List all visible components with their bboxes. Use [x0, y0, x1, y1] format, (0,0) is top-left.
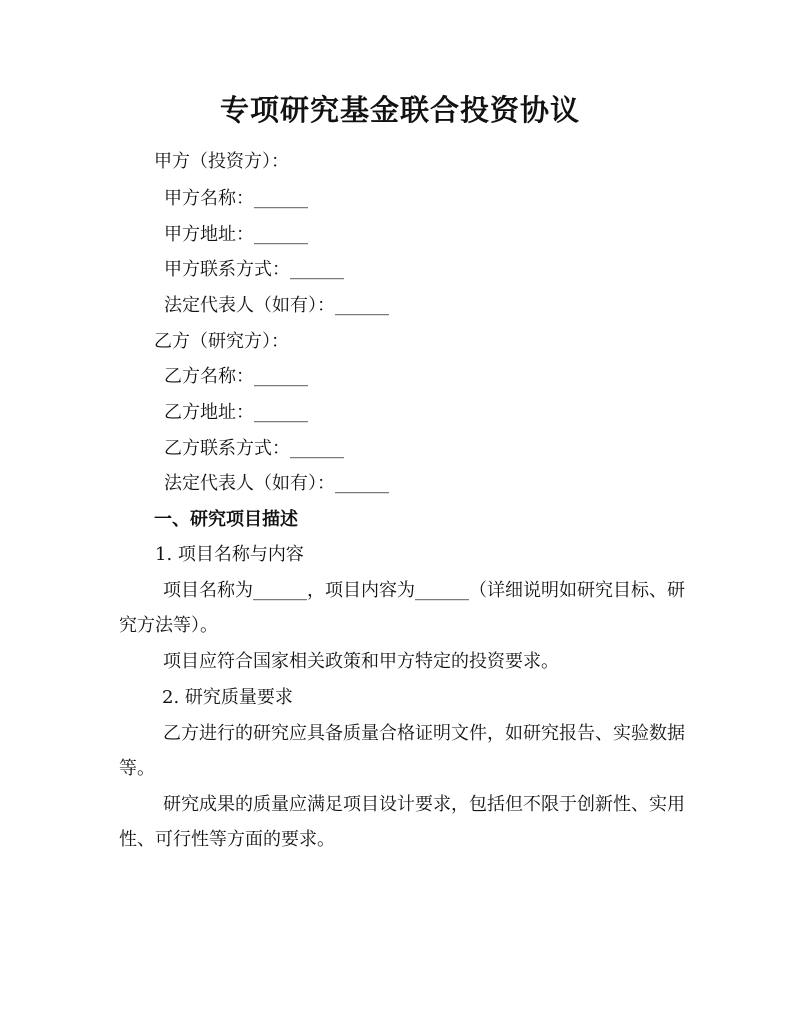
party-b-header: 乙方（研究方）：: [154, 331, 289, 352]
paragraph: 项目应符合国家相关政策和甲方特定的投资要求。: [163, 651, 559, 672]
party-a-name: 甲方名称：______: [164, 188, 308, 209]
paragraph: 乙方进行的研究应具备质量合格证明文件，如研究报告、实验数据等。: [119, 723, 685, 779]
party-b-representative: 法定代表人（如有）：______: [164, 473, 389, 494]
document-title: 专项研究基金联合投资协议: [219, 93, 580, 127]
party-b-name: 乙方名称：______: [164, 366, 308, 387]
item-title: 1. 项目名称与内容: [155, 544, 304, 565]
party-a-representative: 法定代表人（如有）：______: [164, 295, 389, 316]
party-a-contact: 甲方联系方式：______: [164, 259, 344, 280]
paragraph: 研究成果的质量应满足项目设计要求，包括但不限于创新性、实用性、可行性等方面的要求。: [119, 794, 685, 850]
party-a-address: 甲方地址：______: [164, 224, 308, 245]
party-a-header: 甲方（投资方）：: [154, 151, 289, 172]
section-heading: 一、研究项目描述: [154, 509, 298, 530]
item-title: 2. 研究质量要求: [162, 687, 293, 708]
party-b-contact: 乙方联系方式：______: [164, 438, 344, 459]
paragraph: 项目名称为______，项目内容为______（详细说明如研究目标、研究方法等）。: [119, 580, 685, 636]
party-b-address: 乙方地址：______: [164, 402, 308, 423]
